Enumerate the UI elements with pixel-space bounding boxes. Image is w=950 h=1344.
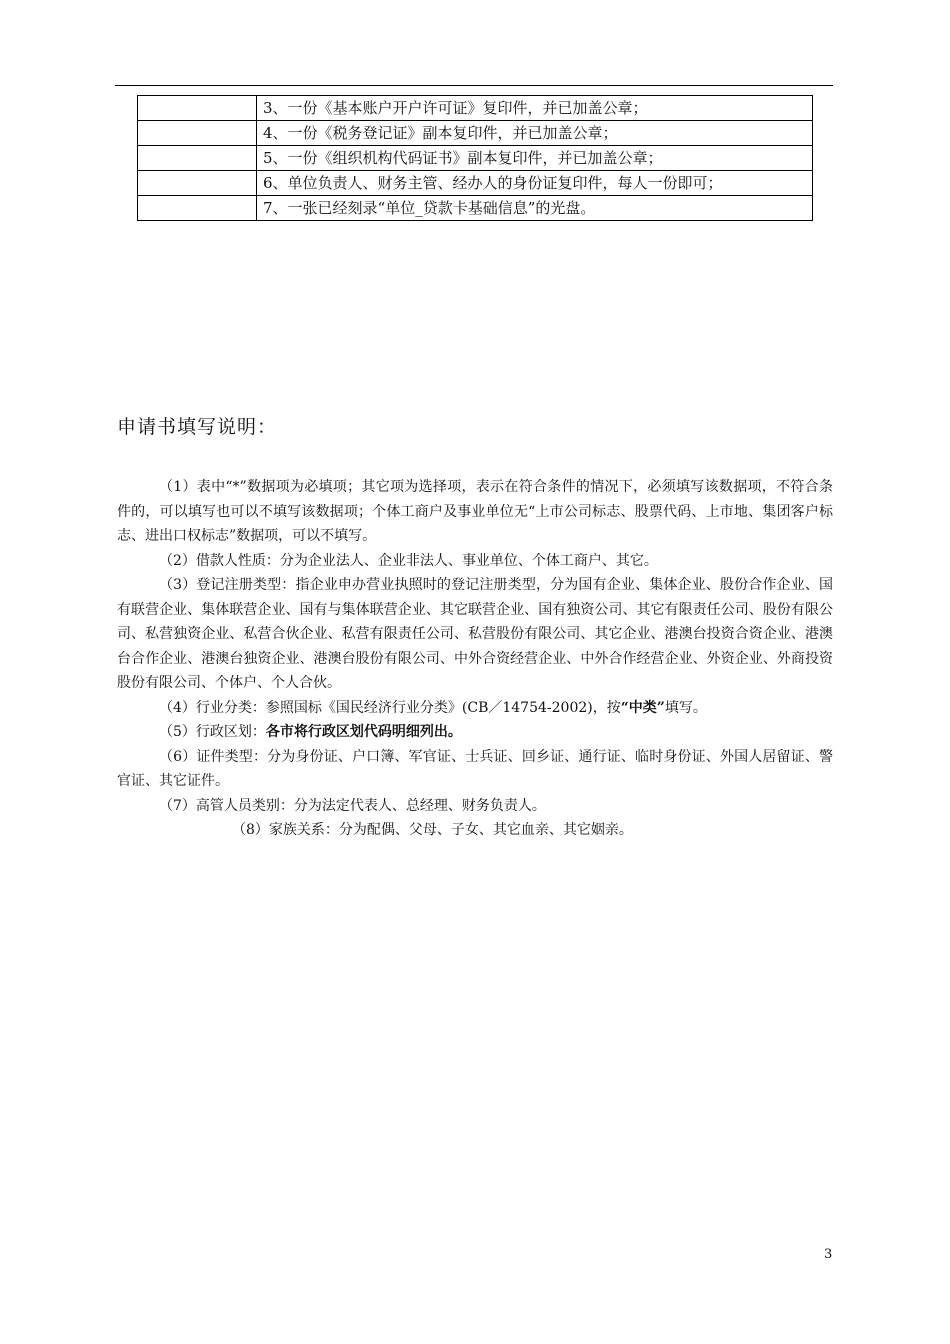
- table-cell-blank: [138, 146, 257, 171]
- page-number: 3: [824, 1247, 833, 1262]
- required-documents-table: [137, 95, 813, 221]
- table-row: [138, 146, 813, 171]
- table-cell: 5、一份《组织机构代码证书》副本复印件，并已加盖公章；: [257, 146, 813, 171]
- note-6: （6）证件类型：分为身份证、户口簿、军官证、士兵证、回乡证、通行证、临时身份证、外国人居留证、警官证、其它证件。: [117, 748, 833, 789]
- table-cell: 6、单位负责人、财务主管、经办人的身份证复印件，每人一份即可；: [257, 171, 813, 196]
- table-row: [138, 196, 813, 221]
- note-4: [117, 696, 833, 721]
- note-1: （1）表中“*”数据项为必填项；其它项为选择项，表示在符合条件的情况下，必须填写该数据项，不符合条件的，可以填写也可以不填写该数据项；个体工商户及事业单位无“上市公司标志、股票代码、上市地、集团客户标志、进出口权标志”数据项，可以不填写。: [117, 479, 833, 544]
- table-row: [138, 171, 813, 196]
- table-cell: 4、一份《税务登记证》副本复印件，并已加盖公章；: [257, 121, 813, 146]
- table-cell-blank: [138, 196, 257, 221]
- header-rule: [115, 85, 833, 86]
- table-row: [138, 96, 813, 121]
- note-5: [117, 720, 833, 745]
- instructions-body: [117, 475, 833, 843]
- note-4-text: （4）行业分类：参照国标《国民经济行业分类》(CB／14754-2002)，按: [159, 699, 621, 716]
- note-5-emphasis: 各市将行政区划代码明细列出。: [265, 724, 462, 740]
- table-cell: 7、一张已经刻录“单位_贷款卡基础信息”的光盘。: [257, 196, 813, 221]
- note-8: （8）家族关系：分为配偶、父母、子女、其它血亲、其它姻亲。: [232, 822, 633, 838]
- table-cell-blank: [138, 171, 257, 196]
- instructions-heading: 申请书填写说明：: [117, 416, 278, 438]
- note-4-emphasis: “中类”: [620, 699, 665, 716]
- note-7: （7）高管人员类别：分为法定代表人、总经理、财务负责人。: [159, 797, 546, 814]
- note-2: （2）借款人性质：分为企业法人、企业非法人、事业单位、个体工商户、其它。: [159, 552, 658, 569]
- table-cell: 3、一份《基本账户开户许可证》复印件，并已加盖公章；: [257, 96, 813, 121]
- note-3: （3）登记注册类型：指企业申办营业执照时的登记注册类型，分为国有企业、集体企业、股份合作企业、国有联营企业、集体联营企业、国有与集体联营企业、其它联营企业、国有独资公司、其它有限责任公司、股份有限公司、私营独资企业、私营合伙企业、私营有限责任公司、私营股份有限公司、其它企业、港澳台投资合资企业、港澳台合作企业、港澳台独资企业、港澳台股份有限公司、中外合资经营企业、中外合作经营企业、外资企业、外商投资股份有限公司、个体户、个人合伙。: [117, 577, 833, 691]
- table-cell-blank: [138, 121, 257, 146]
- table-cell-blank: [138, 96, 257, 121]
- note-5-text: （5）行政区划：: [159, 724, 266, 740]
- note-4-suffix: 填写。: [664, 699, 707, 716]
- table-row: [138, 121, 813, 146]
